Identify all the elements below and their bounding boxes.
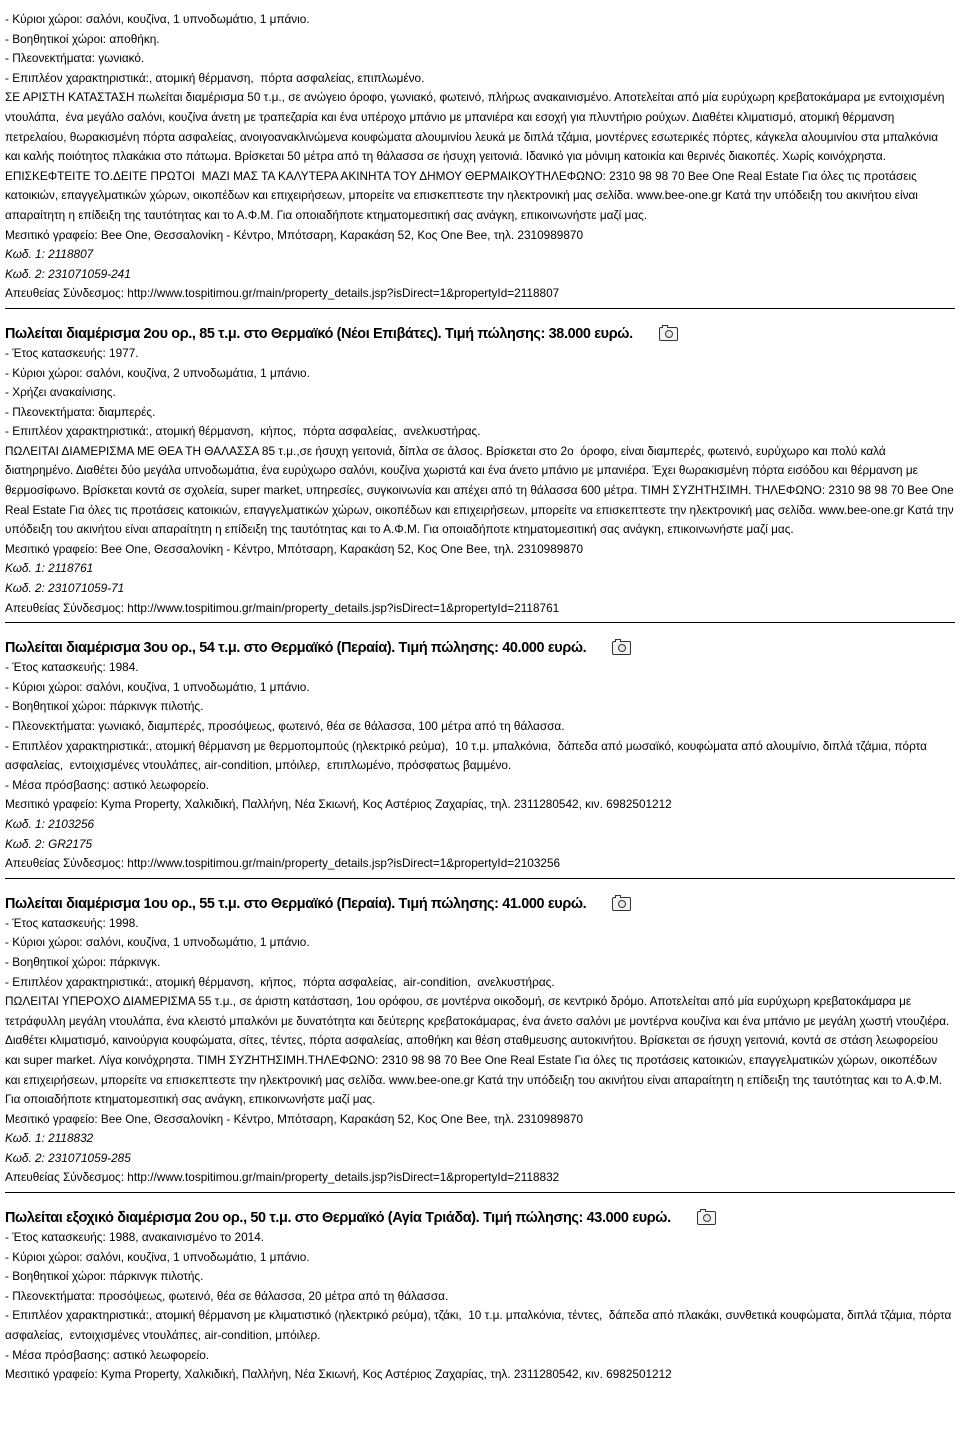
agency-line: Μεσιτικό γραφείο: Bee One, Θεσσαλονίκη - Κέντρο, Μπότσαρη, Καρακάση 52, Κος One Bee, τηλ. 2310989870 — [5, 541, 584, 556]
text-line: - Βοηθητικοί χώροι: πάρκινγκ. — [5, 954, 161, 969]
text-line: - Κύριοι χώροι: σαλόνι, κουζίνα, 1 υπνοδωμάτιο, 1 μπάνιο. — [5, 12, 310, 26]
agency-line: Μεσιτικό γραφείο: Bee One, Θεσσαλονίκη - Κέντρο, Μπότσαρη, Καρακάση 52, Κος One Bee, τηλ. 2310989870 — [5, 227, 584, 242]
agency-line: Μεσιτικό γραφείο: Bee One, Θεσσαλονίκη - Κέντρο, Μπότσαρη, Καρακάση 52, Κος One Bee, τηλ. 2310989870 — [5, 1111, 584, 1126]
text-line: - Μέσα πρόσβασης: αστικό λεωφορείο. — [5, 1347, 210, 1362]
listing-title-row — [5, 638, 955, 658]
listing-title-row — [5, 1208, 955, 1228]
text-line: - Πλεονεκτήματα: γωνιακό, διαμπερές, προσόψεως, φωτεινό, θέα σε θάλασσα, 100 μέτρα από τη θάλασσα. — [5, 719, 565, 733]
agency-line: Μεσιτικό γραφείο: Kyma Property, Χαλκιδική, Παλλήνη, Νέα Σκιωνή, Κος Αστέριος Ζαχαρίας, τηλ. 2311280542, κιν. 6982501212 — [5, 1367, 672, 1382]
agency-line: Μεσιτικό γραφείο: Kyma Property, Χαλκιδική, Παλλήνη, Νέα Σκιωνή, Κος Αστέριος Ζαχαρίας, τηλ. 2311280542, κιν. 6982501212 — [5, 797, 672, 812]
text-line: - Επιπλέον χαρακτηριστικά:, ατομική θέρμανση, κήπος, πόρτα ασφαλείας, ανελκυστήρας. — [5, 424, 481, 439]
listings-document — [5, 10, 955, 1385]
text-line: - Έτος κατασκευής: 1998. — [5, 915, 139, 930]
listing-title[interactable]: Πωλείται διαμέρισμα 3ου ορ., 54 τ.μ. στο Θερμαϊκό (Περαία). Τιμή πώλησης: 40.000 ευρώ. — [5, 640, 587, 657]
code-2: Κωδ. 2: 231071059-241 — [5, 266, 131, 281]
divider — [5, 308, 955, 309]
text-line: - Επιπλέον χαρακτηριστικά:, ατομική θέρμανση με θερμοπομπούς (ηλεκτρικό ρεύμα), 10 τ.μ. μπαλκόνια, δάπεδα από μωσαϊκό, κουφώματα από αλουμίνιο, διπλά τζάμια, πόρτα ασφαλείας, εντοιχισμένες ντουλάπες, air-condition, μπόιλερ, επιπλωμένο, πρόσφατως βαμμένο. — [5, 738, 931, 773]
camera-icon[interactable] — [612, 641, 631, 655]
direct-link[interactable]: Απευθείας Σύνδεσμος: http://www.tospitimou.gr/main/property_details.jsp?isDirect=1&propertyId=2118761 — [5, 600, 560, 615]
listing-title-row — [5, 894, 955, 914]
code-1: Κωδ. 1: 2103256 — [5, 816, 95, 831]
listing-2118832 — [5, 894, 955, 1188]
code-2: Κωδ. 2: GR2175 — [5, 836, 93, 851]
listing-title[interactable]: Πωλείται εξοχικό διαμέρισμα 2ου ορ., 50 τ.μ. στο Θερμαϊκό (Αγία Τριάδα). Τιμή πώλησης: 43.000 ευρώ. — [5, 1210, 671, 1227]
text-line: - Πλεονεκτήματα: προσόψεως, φωτεινό, θέα σε θάλασσα, 20 μέτρα από τη θάλασσα. — [5, 1288, 449, 1303]
divider — [5, 622, 955, 623]
listing-2103256 — [5, 638, 955, 874]
listing-2118761 — [5, 324, 955, 618]
code-1: Κωδ. 1: 2118761 — [5, 561, 94, 576]
code-1: Κωδ. 1: 2118807 — [5, 247, 94, 262]
description-paragraph: ΠΩΛΕΙΤΑΙ ΔΙΑΜΕΡΙΣΜΑ ΜΕ ΘΕΑ ΤΗ ΘΑΛΑΣΣΑ 85 τ.μ.,σε ήσυχη γειτονιά, δίπλα σε άλσος. Βρίσκεται στο 2ο όροφο, είναι διαμπερές, φωτεινό, ευρύχωρο και πολύ καλά διατηρημένο. Διαθέτει δύο μεγάλα υπνοδωμάτια, ένα ευρύχωρο σαλόνι, κουζίνα χωριστά και ένα άνετο μπάνιο με μπανιέρα. Έχει θωρακισμένη πόρτα εισόδου και θέρμανση με θερμοσίφωνο. Βρίσκεται κοντά σε σχολεία, super market, υπηρεσίες, συγκοινωνία και απέχει από τη θάλασσα 600 μέτρα. ΤΙΜΗ ΣΥΖΗΤΗΣΙΜΗ. ΤΗΛΕΦΩΝΟ: 2310 98 98 70 Bee One Real Estate Για όλες τις προτάσεις κατοικιών, επαγγελματικών χώρων, οικοπέδων και επιχειρήσεων, μπορείτε να επισκεπτεστε την ηλεκτρονική μας σελίδα. www.bee-one.gr Κατά την υπόδειξη του ακινήτου είναι απαραίτητη η επίδειξη της ταυτότητας και το Α.Φ.Μ. Για οποιαδήποτε κτηματομεσιτική σας ανάγκη, επικοινωνήστε μαζί μας. — [5, 443, 957, 537]
text-line: - Βοηθητικοί χώροι: πάρκινγκ πιλοτής. — [5, 699, 204, 714]
text-line: - Μέσα πρόσβασης: αστικό λεωφορείο. — [5, 777, 210, 792]
text-line: - Επιπλέον χαρακτηριστικά:, ατομική θέρμανση, κήπος, πόρτα ασφαλείας, air-condition, ανελκυστήρας. — [5, 974, 555, 989]
text-line: - Χρήζει ανακαίνισης. — [5, 385, 116, 400]
direct-link[interactable]: Απευθείας Σύνδεσμος: http://www.tospitimou.gr/main/property_details.jsp?isDirect=1&propertyId=2103256 — [5, 856, 561, 871]
text-line: - Επιπλέον χαρακτηριστικά:, ατομική θέρμανση με κλιματιστικό (ηλεκτρικό ρεύμα), τζάκι, 10 τ.μ. μπαλκόνια, τέντες, δάπεδα από πλακάκι, συνθετικά κουφώματα, διπλά τζάμια, πόρτα ασφαλείας, εντοιχισμένες ντουλάπες, air-condition, μπόιλερ. — [5, 1308, 955, 1343]
listing-title-row — [5, 324, 955, 344]
text-line: - Πλεονεκτήματα: γωνιακό. — [5, 51, 145, 66]
divider — [5, 878, 955, 879]
text-line: - Κύριοι χώροι: σαλόνι, κουζίνα, 1 υπνοδωμάτιο, 1 μπάνιο. — [5, 1249, 310, 1264]
divider — [5, 1192, 955, 1193]
text-line: - Πλεονεκτήματα: διαμπερές. — [5, 404, 156, 419]
code-2: Κωδ. 2: 231071059-71 — [5, 581, 125, 596]
text-line: - Κύριοι χώροι: σαλόνι, κουζίνα, 1 υπνοδωμάτιο, 1 μπάνιο. — [5, 935, 310, 950]
text-line: - Επιπλέον χαρακτηριστικά:, ατομική θέρμανση, πόρτα ασφαλείας, επιπλωμένο. — [5, 70, 425, 85]
code-2: Κωδ. 2: 231071059-285 — [5, 1150, 131, 1165]
listing-title[interactable]: Πωλείται διαμέρισμα 2ου ορ., 85 τ.μ. στο Θερμαϊκό (Νέοι Επιβάτες). Τιμή πώλησης: 38.000 ευρώ. — [5, 325, 633, 342]
text-line: - Βοηθητικοί χώροι: πάρκινγκ πιλοτής. — [5, 1269, 204, 1284]
text-line: - Κύριοι χώροι: σαλόνι, κουζίνα, 1 υπνοδωμάτιο, 1 μπάνιο. — [5, 679, 310, 694]
direct-link[interactable]: Απευθείας Σύνδεσμος: http://www.tospitimou.gr/main/property_details.jsp?isDirect=1&propertyId=2118832 — [5, 1170, 560, 1185]
listing-title[interactable]: Πωλείται διαμέρισμα 1ου ορ., 55 τ.μ. στο Θερμαϊκό (Περαία). Τιμή πώλησης: 41.000 ευρώ. — [5, 895, 587, 912]
text-line: - Έτος κατασκευής: 1984. — [5, 660, 139, 675]
listing-agia-triada — [5, 1208, 955, 1385]
direct-link[interactable]: Απευθείας Σύνδεσμος: http://www.tospitimou.gr/main/property_details.jsp?isDirect=1&propertyId=2118807 — [5, 286, 560, 301]
description-paragraph: ΠΩΛΕΙΤΑΙ ΥΠΕΡΟΧΟ ΔΙΑΜΕΡΙΣΜΑ 55 τ.μ., σε άριστη κατάσταση, 1ου ορόφου, σε μοντέρνα οικοδομή, σε κεντρικό δρόμο. Αποτελείται από μία ευρύχωρη κρεβατοκάμαρα με τετράφυλλη μεγάλη ντουλάπα, ένα κλειστό μπαλκόνι με δυνατότητα και δεύτερης κρεβατοκάμαρας, ένα άνετο σαλόνι με μοντέρνα κουζίνα και ένα μπάνιο με μεγάλη χωστή ντουζιέρα. Διαθέτει κλιματισμό, καινούργια κουφώματα, σίτες, τέντες, πόρτα ασφαλείας, αποθήκη και θέση σταθμευσης αυτοκινήτου. Βρίσκεται σε ήσυχη γειτονιά, κοντά σε στάση λεωφορείου και super market. Λίγα κοινόχρηστα. ΤΙΜΗ ΣΥΖΗΤΗΣΙΜΗ.ΤΗΛΕΦΩΝΟ: 2310 98 98 70 Bee One Real Estate Για όλες τις προτάσεις κατοικιών, επαγγελματικών χώρων, οικοπέδων και επιχειρήσεων, μπορείτε να επισκεπτεστε την ηλεκτρονική μας σελίδα. www.bee-one.gr Κατά την υπόδειξη του ακινήτου είναι απαραίτητη η επίδειξη της ταυτότητας και το Α.Φ.Μ. Για οποιαδήποτε κτηματομεσιτική σας ανάγκη, επικοινωνήστε μαζί μας. — [5, 994, 952, 1107]
text-line: - Έτος κατασκευής: 1977. — [5, 345, 139, 360]
description-paragraph: ΣΕ ΑΡΙΣΤΗ ΚΑΤΑΣΤΑΣΗ πωλείται διαμέρισμα 50 τ.μ., σε ανώγειο όροφο, γωνιακό, φωτεινό, πλήρως ανακαινισμένο. Αποτελείται από μία ευρύχωρη κρεβατοκάμαρα με εντοιχισμένη ντουλάπα, ένα μεγάλο σαλόνι, κουζίνα άνετη με τραπεζαρία και ένα υπέροχο μπάνιο με μπανιέρα και εσοχή για πλυντήριο ρούχων. Διαθέτει κλιματισμό, ατομική θέρμανση πετρελαίου, θωρακισμένη πόρτα ασφαλείας, ανοιγοανακλινώμενα κουφώματα αλουμινίου λευκά με διπλά τζάμια, μοντέρνες εσωτερικές πόρτες, κάγκελα αλουμινίου στα μπαλκόνια και καλής ποιότητος πλακάκια στο πάτωμα. Βρίσκεται 50 μέτρα από τη θάλασσα σε ήσυχη γειτονιά. Ιδανικό για μόνιμη κατοικία και θερινές διακοπές. Χωρίς κοινόχρηστα. ΕΠΙΣΚΕΦΤΕΙΤΕ ΤΟ.ΔΕΙΤΕ ΠΡΩΤΟΙ ΜΑΖΙ ΜΑΣ ΤΑ ΚΑΛΥΤΕΡΑ ΑΚΙΝΗΤΑ ΤΟΥ ΔΗΜΟΥ ΘΕΡΜΑΙΚΟΥΤΗΛΕΦΩΝΟ: 2310 98 98 70 Bee One Real Estate Για όλες τις προτάσεις κατοικιών, επαγγελματικών χώρων, οικοπέδων και επιχειρήσεων, μπορείτε να επισκεπτεστε την ηλεκτρονική μας σελίδα. www.bee-one.gr Κατά την υπόδειξη του ακινήτου είναι απαραίτητη η επίδειξη της ταυτότητας και το Α.Φ.Μ. Για οποιαδήποτε κτηματομεσιτική σας ανάγκη, επικοινωνήστε μαζί μας. — [5, 90, 948, 222]
text-line: - Κύριοι χώροι: σαλόνι, κουζίνα, 2 υπνοδωμάτια, 1 μπάνιο. — [5, 365, 310, 380]
text-line: - Βοηθητικοί χώροι: αποθήκη. — [5, 31, 160, 46]
listing-top-continuation — [5, 10, 955, 304]
code-1: Κωδ. 1: 2118832 — [5, 1131, 94, 1146]
camera-icon[interactable] — [659, 327, 678, 341]
camera-icon[interactable] — [697, 1211, 716, 1225]
text-line: - Έτος κατασκευής: 1988, ανακαινισμένο το 2014. — [5, 1230, 265, 1245]
camera-icon[interactable] — [612, 897, 631, 911]
